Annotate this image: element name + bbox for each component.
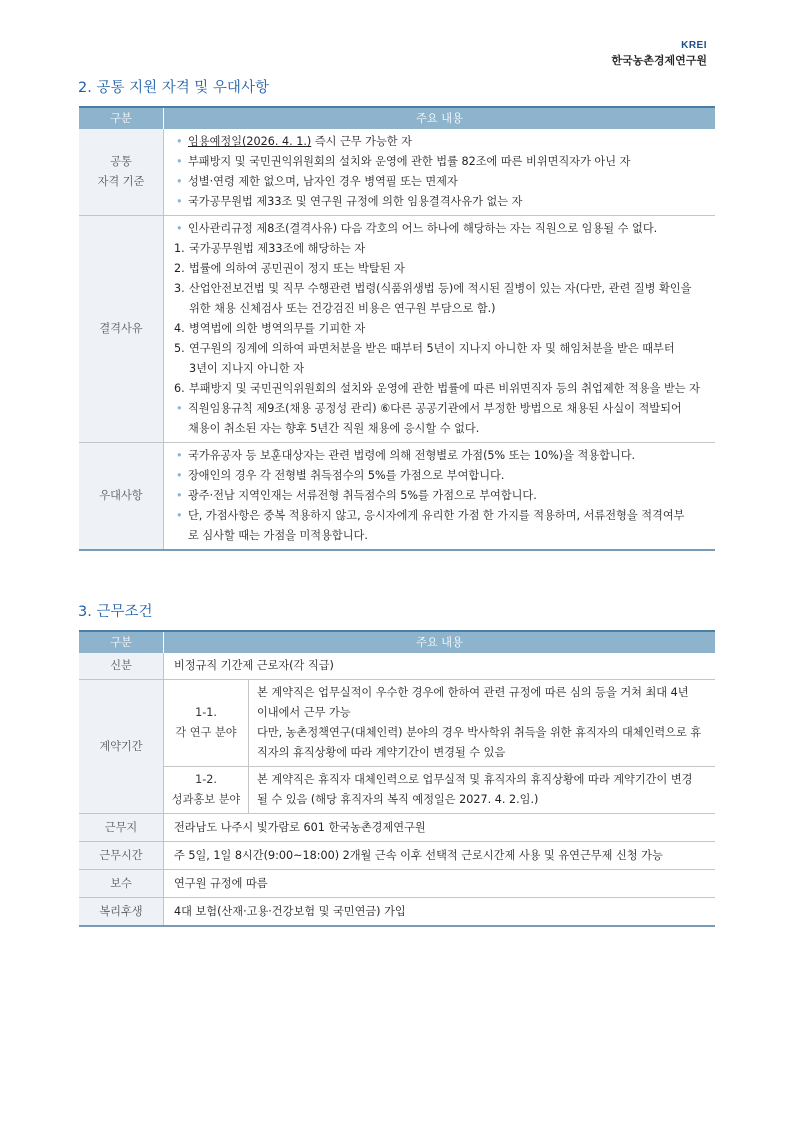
- bullet: • 단, 가점사항은 중복 적용하지 않고, 응시자에게 유리한 가점 한 가지를 적용하며, 서류전형을 적격여부 로 심사할 때는 가점을 미적용합니다.: [174, 506, 705, 546]
- header-category: 구분: [79, 631, 164, 653]
- header-content: 주요 내용: [164, 107, 716, 129]
- label-contract: 계약기간: [79, 680, 164, 814]
- content-preference: [164, 443, 716, 551]
- krei-logo: [611, 40, 707, 68]
- label-preference: 우대사항: [79, 443, 164, 551]
- label-location: 근무지: [79, 814, 164, 842]
- list-item: 4. 병역법에 의한 병역의무를 기피한 자: [174, 322, 366, 335]
- qualification-table: [79, 106, 715, 551]
- label-welfare: 복리후생: [79, 898, 164, 927]
- row-status: [79, 653, 715, 680]
- label-status: 신분: [79, 653, 164, 680]
- row-contract-1: [79, 680, 715, 767]
- list-item: 2. 법률에 의하여 공민권이 정지 또는 박탈된 자: [174, 262, 405, 275]
- work-conditions-table: [79, 630, 715, 927]
- section2-title: 2. 공통 지원 자격 및 우대사항: [78, 80, 269, 96]
- list-item: 1. 국가공무원법 제33조에 해당하는 자: [174, 242, 366, 255]
- bullet: • 국가유공자 등 보훈대상자는 관련 법령에 의해 전형별로 가점(5% 또는 10%)을 적용합니다.: [174, 446, 705, 466]
- bullet: • 직원임용규칙 제9조(채용 공정성 관리) ⑥다른 공공기관에서 부정한 방법으로 채용된 사실이 적발되어 채용이 취소된 자는 향후 5년간 직원 채용에 응시할 수 없다.: [174, 399, 705, 439]
- value-hours: 주 5일, 1일 8시간(9:00~18:00) 2개월 근속 이후 선택적 근로시간제 사용 및 유연근무제 신청 가능: [164, 842, 716, 870]
- header-content: 주요 내용: [164, 631, 716, 653]
- value-contract-research: 본 계약직은 업무실적이 우수한 경우에 한하여 관련 규정에 따른 심의 등을 거쳐 최대 4년 이내에서 근무 가능 다만, 농촌정책연구(대체인력) 분야의 경우 박사학위 취득을 위한 휴직자의 대체인력으로 휴 직자의 휴직상황에 따라 계약기간이 변경될 수 있음: [249, 680, 716, 767]
- list-item: 3. 산업안전보건법 및 직무 수행관련 법령(식품위생법 등)에 적시된 질병이 있는 자(다만, 관련 질병 확인을 위한 채용 신체검사 또는 건강검진 비용은 연구원 부담으로 함.): [174, 282, 692, 315]
- row-preference: [79, 443, 715, 551]
- label-pay: 보수: [79, 870, 164, 898]
- row-disqualification: [79, 216, 715, 443]
- list-item: 6. 부패방지 및 국민권익위원회의 설치와 운영에 관한 법률에 따른 비위면직자 등의 취업제한 적용을 받는 자: [174, 382, 700, 395]
- section3-title: 3. 근무조건: [78, 604, 153, 620]
- sublabel-pr: 1-2. 성과홍보 분야: [164, 767, 249, 814]
- bullet: • 장애인의 경우 각 전형별 취득점수의 5%를 가점으로 부여합니다.: [174, 466, 705, 486]
- row-contract-2: [79, 767, 715, 814]
- value-status: 비정규직 기간제 근로자(각 직급): [164, 653, 716, 680]
- header-category: 구분: [79, 107, 164, 129]
- value-location: 전라남도 나주시 빛가람로 601 한국농촌경제연구원: [164, 814, 716, 842]
- label-disqualification: 결격사유: [79, 216, 164, 443]
- row-location: [79, 814, 715, 842]
- value-pay: 연구원 규정에 따름: [164, 870, 716, 898]
- bullet: • 광주·전남 지역인재는 서류전형 취득점수의 5%를 가점으로 부여합니다.: [174, 486, 705, 506]
- bullet: • 국가공무원법 제33조 및 연구원 규정에 의한 임용결격사유가 없는 자: [174, 192, 705, 212]
- bullet: • 성별·연령 제한 없으며, 남자인 경우 병역필 또는 면제자: [174, 172, 705, 192]
- bullet: • 임용예정일(2026. 4. 1.) 즉시 근무 가능한 자: [174, 132, 705, 152]
- logo-en: KREI: [681, 40, 707, 51]
- value-contract-pr: 본 계약직은 휴직자 대체인력으로 업무실적 및 휴직자의 휴직상황에 따라 계약기간이 변경 될 수 있음 (해당 휴직자의 복직 예정일은 2027. 4. 2.임.): [249, 767, 716, 814]
- sublabel-research: 1-1. 각 연구 분야: [164, 680, 249, 767]
- bullet: • 인사관리규정 제8조(결격사유) 다음 각호의 어느 하나에 해당하는 자는 직원으로 임용될 수 없다.: [174, 219, 705, 239]
- logo-ko: 한국농촌경제연구원: [611, 54, 707, 67]
- row-welfare: [79, 898, 715, 927]
- row-hours: [79, 842, 715, 870]
- list-item: 5. 연구원의 징계에 의하여 파면처분을 받은 때부터 5년이 지나지 아니한 자 및 해임처분을 받은 때부터 3년이 지나지 아니한 자: [174, 342, 675, 375]
- bullet: • 부패방지 및 국민권익위원회의 설치와 운영에 관한 법률 82조에 따른 비위면직자가 아닌 자: [174, 152, 705, 172]
- content-disqualification: [164, 216, 716, 443]
- row-common: [79, 129, 715, 216]
- row-pay: [79, 870, 715, 898]
- label-common: 공통 자격 기준: [79, 129, 164, 216]
- content-common: [164, 129, 716, 216]
- value-welfare: 4대 보험(산재·고용·건강보험 및 국민연금) 가입: [164, 898, 716, 927]
- label-hours: 근무시간: [79, 842, 164, 870]
